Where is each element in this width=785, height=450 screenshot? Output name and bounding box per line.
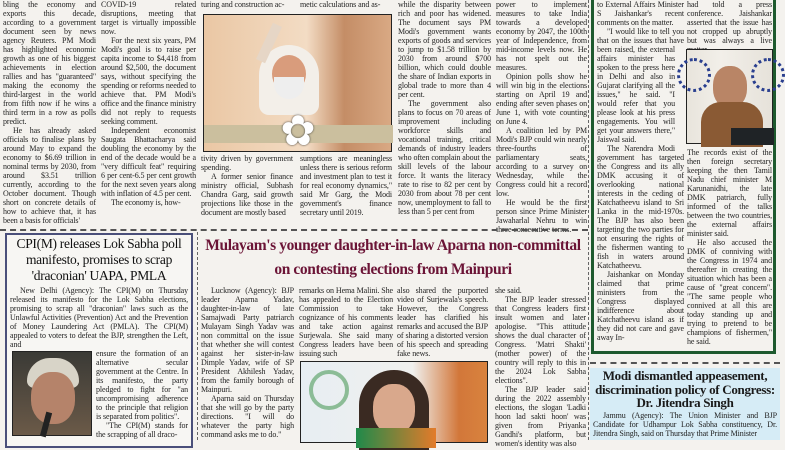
modi-speech-photo	[203, 14, 392, 155]
jitendra-singh-box	[590, 368, 780, 440]
lotus-icon: ✿	[280, 109, 316, 155]
paragraph: Opinion polls show he will win big in the elections starting on April 19 and ending after seven phases on June 1, with vote counting on June 4.	[496, 72, 587, 126]
paragraph: she said.	[495, 286, 522, 295]
modi-story-col4-top: metic calculations and as-	[300, 0, 381, 9]
jitendra-headline: Modi dismantled appeasement, discrimination policy of Congress: Dr. Jitendra Singh	[595, 368, 775, 410]
aparna-headline: Mulayam's younger daughter-in-law Aparna non-committal on contesting elections from Mainpuri	[205, 237, 581, 278]
modi-story-col5	[398, 0, 491, 226]
paragraph: He also accused the DMK of conniving with the Congress in 1974 and thereafter in creating the situation which has been a cause of "great concern". "The same people who connived at all this are today standing up and trying to pretend to be champions of fishermen," he said.	[687, 238, 772, 346]
cpim-body	[10, 286, 188, 439]
column-divider	[588, 232, 589, 440]
aparna-col2	[299, 286, 393, 360]
katchatheevu-colB-top: had told a press conference. Jaishankar asserted that the issue has not cropped up abruptly but was always a live	[687, 0, 772, 45]
cpim-headline: CPI(M) releases Lok Sabha poll manifesto, promises to scrap 'draconian' UAPA, PMLA	[16, 236, 182, 283]
paragraph: while the disparity between rich and poor has widened. The document says PM Modi's government wants exports of goods and services to jump to $1.58 trillion by 2030 from around $700 billion, which could double the share of Indian exports in global trade to more than 4 per cent.	[398, 0, 491, 99]
paragraph: tivity driven by government spending.	[201, 154, 293, 172]
katchatheevu-box	[591, 0, 776, 354]
modi-story-col2	[101, 0, 196, 227]
aparna-col1	[201, 286, 294, 440]
paragraph: Lucknow (Agency): BJP leader Aparna Yadav, daughter-in-law of late Samajwadi Party patriarch Mulayam Singh Yadav was non committal on the issue that whether she will contest against her sister-in-law Dimple Yadav, wife of SP President Akhilesh Yadav, from the family borough of Mainpuri.	[201, 286, 294, 394]
katchatheevu-colB	[687, 148, 772, 347]
column-divider	[197, 232, 198, 440]
paragraph: also shared the purported video of Surjewala's speech. However, the Congress leader has clarified his remarks and accused the BJP of sharing a distorted version of his speech and spreading fake news.	[397, 286, 488, 358]
cpim-lead: New Delhi (Agency): The CPI(M) on Thursday released its manifesto for the Lok Sabha elections, promising to scrap all "draconian" laws such as the Unlawful Activities (Prevention) Act and the Prevention of Money Laundering Act (PMLA). The CPI(M) appealed to voters to defeat the BJP, strengthen the Left, and	[10, 286, 188, 349]
paragraph: to External Affairs Minister S Jaishankar's recent comments on the matter.	[597, 0, 684, 27]
paragraph: "The CPI(M) stands for the scrapping of all draco-	[96, 421, 188, 439]
paragraph: Jaishankar on Monday claimed that prime ministers from the Congress displayed indifference about Katchatheevu island as if they did not care and gave away In-	[597, 270, 684, 342]
paragraph: The BJP leader said during the 2022 assembly elections, the slogan 'Ladki hoon lad sakti hoon' was given from Priyanka Gandhi's platform, but women's identity was also	[495, 385, 586, 448]
paragraph: He has already asked officials to finalise plans by around May to expand the economy to $6.69 trillion in nominal terms by 2030, from around $3.51 trillion currently, according to the October document. Though short on concrete details of how to achieve that, it has been a basis for officials'	[3, 126, 96, 225]
paragraph: The Narendra Modi government has targeted the Congress and its ally DMK accusing it of overlooking national interests in the ceding of Katchatheevu island to Sri Lanka in the mid-1970s. The BJP has also been targeting the two parties for not ensuring the rights of the fishermen wanting to fish in waters around Katchatheevu.	[597, 144, 684, 270]
paragraph: "I would like to tell you that on the issues that have been raised, the external affairs minister has spoken to the press here in Delhi and also in Gujarat clarifying all the issues," he said. "I would refer that you please look at his press engagements. You will get your answers there," Jaiswal said.	[597, 27, 684, 144]
paragraph: remarks on Hema Malini. She has appealed to the Election Commission to take cognizance of his comments and take action against Surjewala. She said many Congress leaders have been issuing such	[299, 286, 393, 358]
paragraph: The economy is, how-	[111, 198, 181, 207]
paragraph: ensure the formation of an alternative secular government at the Centre. In its manifesto, the party pledged to fight for "an uncompromising adherence to the principle that religion is separated from politics".	[96, 349, 188, 421]
paragraph: The BJP leader stressed that Congress leaders first insult women and later apologise. "This attitude shows the dual character of Congress. 'Matri Shakti' (mother power) of the country will reply to this in the 2024 Lok Sabha elections".	[495, 295, 586, 385]
cpim-box	[5, 233, 193, 448]
column-divider	[588, 0, 589, 228]
paragraph: A coalition led by PM Modi's BJP could win nearly three-fourths of parliamentary seats, according to a survey on Wednesday, while the Congress could hit a record low.	[496, 126, 587, 198]
aparna-yadav-photo	[300, 361, 488, 443]
aparna-col3	[397, 286, 488, 360]
paragraph: The records exist of the then foreign secretary keeping the then Tamil Nadu chief minister M Karunanidhi, the late DMK patriarch, fully informed of the talks between the two countries, the external affairs minister said.	[687, 148, 772, 238]
aparna-col4	[495, 286, 586, 448]
paragraph: power to implement measures to take India towards a developed economy by 2047, the 100th year of Independence, from mid-income levels now. He has not spelt out the measures.	[496, 0, 587, 72]
sitaram-yechury-photo	[12, 351, 92, 436]
paragraph: Independent economist Saugata Bhattacharya said doubling the economy by the end of the decade would be a "very difficult feat" requiring 6 per cent-6.5 per cent growth for the next seven years along with inflation of 4.5 per cent.	[101, 126, 196, 198]
paragraph: He would be the first person since Prime Minister Jawaharlal Nehru to win three consecutive terms.	[496, 198, 587, 234]
katchatheevu-colA	[597, 0, 684, 347]
modi-story-col3	[201, 154, 293, 226]
paragraph: Aparna said on Thursday that she will go by the party directions. "I will do whatever the party high command asks me to do."	[201, 394, 294, 439]
paragraph: bling the economy and exports this decade, according to a government document seen by news agency Reuters. PM Modi has highlighted economic growth as one of his biggest achievements in election rallies and has "guaranteed" making the economy the third-largest in the world from fifth now if he wins a third term in a row as polls predict.	[3, 0, 96, 126]
modi-story-col1	[3, 0, 96, 226]
modi-story-col3-top: turing and construction ac-	[201, 0, 285, 9]
paragraph: sumptions are meaningless unless there is serious reform and investment plan to test it for real economy dynamics," said Mr Garg, the Modi government's finance secretary until 2019.	[300, 154, 392, 217]
paragraph: The government also plans to focus on 70 areas of improvement including workforce skills and vocational training, critical demands of industry leaders who often complain about the skill levels of the labour force. It wants the literacy rate to rise to 82 per cent by 2030 from about 78 per cent now, unemployment to fall to less than 5 per cent from	[398, 99, 491, 216]
paragraph: COVID-19 related disruptions, meeting that target is virtually impossible now.	[101, 0, 196, 36]
section-divider	[590, 362, 780, 364]
jaishankar-photo	[686, 49, 773, 144]
paragraph: A former senior finance ministry official, Subhash Chandra Garg, said growth projections like those in the document are mostly based	[201, 172, 293, 217]
modi-story-col6	[496, 0, 587, 234]
section-divider	[0, 229, 588, 231]
jitendra-lead: Jammu (Agency): The Union Minister and BJP Candidate for Udhampur Lok Sabha constituency, Dr. Jitendra Singh, said on Thursday that Prime Minister	[593, 410, 777, 438]
paragraph: For the next six years, PM Modi's goal is to raise per capita income to $4,418 from around $2,500, the document says, without specifying the spending or reforms needed to achieve that. PM Modi's office and the finance ministry did not reply to requests seeking comment.	[101, 36, 196, 126]
modi-story-col4	[300, 154, 392, 226]
